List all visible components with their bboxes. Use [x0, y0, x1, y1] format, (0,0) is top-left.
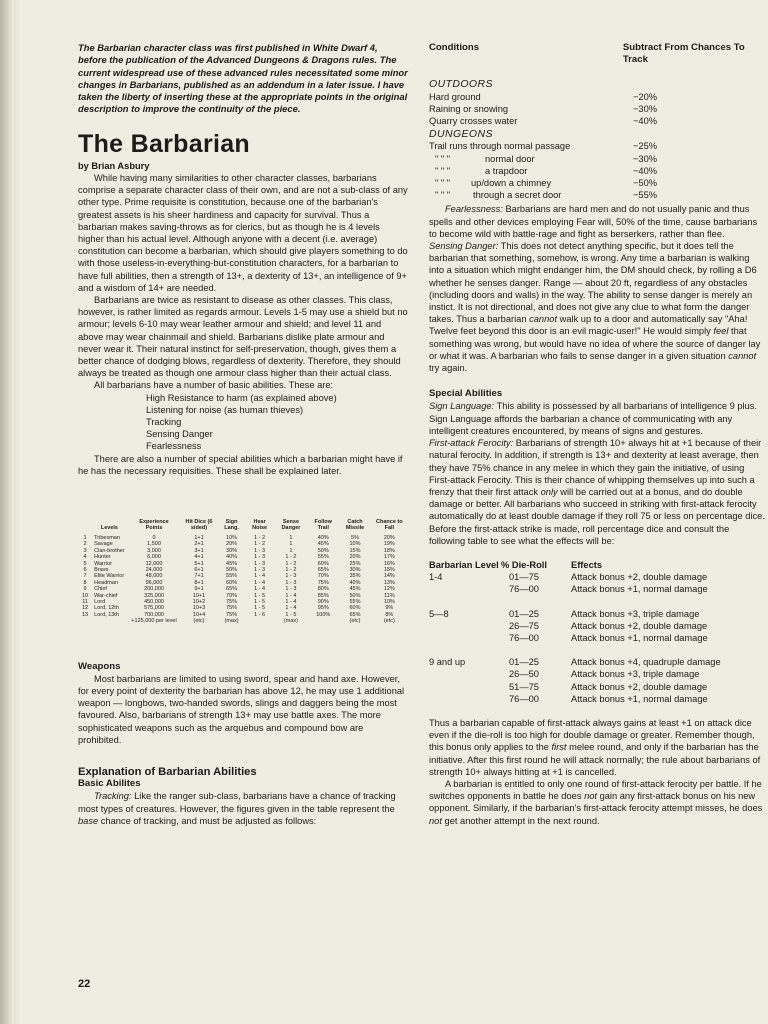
effects-effect-cell: Attack bonus +1, normal damage — [571, 632, 708, 643]
table-cell: 60% — [317, 560, 329, 567]
table-cell: 45% — [226, 560, 238, 567]
table-cell: 10% — [226, 534, 238, 541]
after-emphasis: first — [551, 742, 567, 753]
effects-table-body — [429, 571, 721, 705]
effects-effect-cell: Attack bonus +3, triple damage — [571, 669, 700, 680]
condition-value: −30% — [633, 103, 658, 114]
conditions-header-right: Subtract From Chances To Track — [622, 42, 745, 66]
special-abilities-heading: Special Abilities — [429, 388, 503, 400]
table-row — [429, 693, 721, 705]
table-cell: 50% — [317, 547, 329, 554]
list-item: High Resistance to harm (as explained above) — [146, 392, 337, 403]
condition-label: Trail runs through normal passage — [429, 141, 571, 152]
page-gutter — [14, 0, 22, 1024]
table-cell: 700,000 — [144, 611, 164, 618]
byline: by Brian Asbury — [78, 160, 150, 171]
effects-roll-cell: 76—00 — [509, 584, 539, 595]
table-cell: 1 - 6 — [254, 611, 266, 618]
table-cell: 10 — [82, 592, 89, 599]
ditto-marks: " " " — [435, 165, 451, 176]
level-table-header-cell: Follow Trail — [314, 519, 332, 532]
table-cell: 0 — [152, 534, 156, 541]
table-cell: 65% — [349, 611, 361, 618]
table-cell: 1 - 4 — [254, 586, 266, 593]
table-cell: 65% — [317, 566, 329, 573]
condition-row — [429, 91, 765, 103]
effects-effect-cell: Attack bonus +4, quadruple damage — [571, 657, 721, 668]
condition-value: −40% — [633, 165, 658, 176]
condition-label: Hard ground — [429, 91, 481, 102]
table-cell: Headman — [94, 579, 118, 586]
table-cell: 1 - 2 — [285, 560, 297, 567]
table-cell: 55% — [226, 573, 238, 580]
weapons-heading: Weapons — [78, 660, 121, 672]
condition-row — [429, 153, 765, 165]
table-cell: 12% — [383, 586, 395, 593]
level-table-header-cell: Chance to Fall — [376, 519, 403, 532]
weapons-paragraph: Most barbarians are limited to using sword, spear and hand axe. However, for every point of dexterity the barbarian has above 12, he may use 1 additional weapon — longbows, two-handed swords, slings and daggers being the most favoured. Also, barbarians of strength 13+ may use battle axes. The more sophisticated weapons such as the arquebus and compound bow are prohibited. — [78, 673, 405, 745]
table-cell: 1 — [289, 534, 293, 541]
table-cell: 8+1 — [194, 579, 204, 586]
sensing-text: walk up to a door and automatically say "Aha! Twelve feet beyond this door is an evil magic-user!" He would simply — [429, 314, 748, 337]
table-cell: 75% — [226, 598, 238, 605]
table-cell: 90% — [317, 598, 329, 605]
table-cell: 575,000 — [144, 605, 164, 612]
fearlessness-label: Fearlessness: — [445, 204, 503, 215]
table-cell: 10+2 — [192, 598, 206, 605]
table-cell: 7 — [83, 573, 87, 580]
table-cell: 1+1 — [194, 534, 204, 541]
table-cell: 1 - 3 — [254, 554, 266, 561]
table-row — [429, 632, 721, 644]
effects-header-level: Barbarian Level — [429, 559, 499, 570]
sensing-danger-paragraph — [429, 240, 765, 374]
level-table-header-cell — [80, 519, 92, 535]
effects-roll-cell: 76—00 — [509, 632, 539, 643]
list-item: Fearlessness — [146, 441, 202, 452]
table-cell: (max) — [224, 618, 239, 625]
sensing-text: that something was wrong, but would have no idea of where the source of danger lay or what it was. A barbarian who fails to sense danger in a given situation — [429, 326, 761, 361]
table-cell: Lord, 13th — [94, 611, 119, 618]
tracking-label: Tracking: — [94, 791, 132, 802]
table-cell: (etc) — [349, 618, 361, 625]
table-cell: War-chief — [94, 592, 118, 599]
table-cell: 1 - 3 — [285, 579, 297, 586]
tracking-emphasis: base — [78, 815, 99, 826]
sensing-text: This does not detect anything specific, but it does tell the barbarian that something, somehow, is wrong. Any time a barbarian is walking into a situation which might endanger him, the DM should check, by rolling a D6 whether he senses danger. Range — about 20 ft, regardless of any obstacles (including doors and walls) in the way. The ability to sense danger is merely an instict. It is not directional, and does not give any clue to what form the danger takes. Thus a barbarian — [429, 241, 757, 325]
table-cell: 100% — [316, 611, 331, 618]
table-cell: 12,000 — [145, 560, 163, 567]
level-table-header-cell: Catch Missile — [345, 519, 365, 532]
condition-value: −30% — [633, 153, 658, 164]
list-item: Tracking — [146, 417, 182, 428]
level-table-header-cell: Levels — [100, 525, 118, 532]
table-row — [429, 571, 721, 583]
condition-label — [429, 189, 633, 201]
table-cell: 1 - 3 — [254, 547, 266, 554]
effects-roll-cell: 26—75 — [509, 620, 539, 631]
table-cell: 5 — [83, 560, 87, 567]
effects-effect-cell: Attack bonus +2, double damage — [571, 572, 708, 583]
table-cell: 55% — [349, 598, 361, 605]
condition-text: through a secret door — [473, 190, 562, 201]
sensing-emphasis: cannot — [728, 350, 757, 361]
table-cell: 11 — [82, 598, 88, 605]
table-cell: 20% — [349, 554, 361, 561]
level-table-header-cell: Sign Lang. — [224, 519, 239, 532]
intro-paragraph: The Barbarian character class was first published in White Dwarf 4, before the publication of the Advanced Dungeons & Dragons rules. The current widespread use of these advanced rules necessitated some minor changes in Barbarians, published as an addendum in a later issue. I have taken the liberty of inserting these at the appropriate points in the original description to improve the continuity of the piece. — [78, 42, 408, 115]
page-spine-shadow — [0, 0, 14, 1024]
table-cell: 9+1 — [194, 586, 204, 593]
table-cell: Lord, 12th — [94, 605, 119, 612]
table-cell: Tribesman — [94, 534, 120, 541]
effects-header-roll: % Die-Roll — [501, 559, 547, 570]
table-cell: 200,000 — [144, 586, 164, 593]
table-cell: 15% — [383, 566, 395, 573]
effects-effect-cell: Attack bonus +1, normal damage — [571, 584, 708, 595]
effects-effect-cell: Attack bonus +2, double damage — [571, 681, 708, 692]
after-table-paragraph — [429, 717, 765, 778]
table-cell: 12 — [82, 605, 89, 612]
effects-level-cell — [429, 668, 501, 680]
body-paragraph-4: There are also a number of special abilities which a barbarian might have if he has the necessary requisities. These shall be explained later. — [78, 453, 403, 476]
ditto-marks: " " " — [435, 153, 451, 164]
last-emphasis: not — [429, 815, 442, 826]
level-table-body — [80, 535, 408, 625]
effects-effect-cell: Attack bonus +1, normal damage — [571, 693, 708, 704]
table-cell: 1,500 — [147, 541, 161, 548]
table-cell: 1 - 4 — [285, 605, 297, 612]
level-table — [80, 519, 408, 625]
condition-row — [429, 115, 765, 127]
first-attack-text: will be carried out at a bonus, and do double damage or better. All barbarians who succeed in striking with first-attack ferocity automatically do at least double damage if they roll 75 or less on percentage dice. Before the first-attack strike is made, roll percentage dice and consult the following table to see what the effects will be: — [429, 486, 765, 546]
effects-header-effects: Effects — [571, 559, 603, 570]
table-cell: 6+1 — [194, 566, 204, 573]
table-cell: Savage — [94, 541, 113, 548]
table-cell: 4+1 — [194, 554, 204, 561]
effects-effect-cell: Attack bonus +2, double damage — [571, 620, 708, 631]
table-cell: 1 - 5 — [254, 592, 266, 599]
condition-value: −25% — [633, 141, 658, 152]
table-cell: +125,000 per level — [131, 618, 177, 625]
fearlessness-paragraph — [429, 203, 765, 240]
table-cell: 20% — [226, 541, 238, 548]
table-cell: 2+1 — [194, 541, 204, 548]
table-cell: 11% — [384, 592, 395, 599]
first-attack-paragraph — [429, 437, 765, 547]
table-cell: 1 — [289, 547, 293, 554]
table-cell: 1 - 5 — [285, 611, 297, 618]
dungeon-conditions — [429, 140, 765, 201]
condition-value: −50% — [633, 178, 658, 189]
last-text: A barbarian is entitled to only one round of first-attack ferocity per battle. If he switches opponents in battle he does — [429, 778, 762, 802]
table-cell: Elite Warrior — [94, 573, 125, 580]
last-paragraph — [429, 778, 765, 827]
effects-level-cell: 9 and up — [429, 657, 466, 668]
condition-value: −55% — [633, 190, 658, 201]
ditto-marks: " " " — [435, 190, 451, 201]
table-cell: 1 - 2 — [254, 534, 266, 541]
table-cell: 40% — [226, 554, 238, 561]
table-cell: Brave — [94, 566, 109, 573]
table-cell: 65% — [226, 586, 238, 593]
condition-row — [429, 103, 765, 115]
table-cell: 50% — [226, 566, 238, 573]
condition-row — [429, 140, 765, 152]
condition-label: Quarry crosses water — [429, 116, 518, 127]
condition-value: −20% — [633, 91, 658, 102]
condition-row — [429, 189, 765, 201]
table-cell: 1 - 4 — [285, 598, 297, 605]
condition-text: normal door — [485, 153, 535, 164]
effects-effect-cell: Attack bonus +3, triple damage — [571, 608, 700, 619]
table-cell: 1 - 2 — [285, 554, 297, 561]
sensing-danger-label: Sensing Danger: — [429, 241, 499, 252]
outdoors-label: OUTDOORS — [429, 78, 493, 91]
basic-abilities-heading: Basic Abilites — [78, 778, 141, 790]
table-row — [429, 620, 721, 632]
conditions-header-left: Conditions — [429, 42, 480, 53]
table-cell: 48,000 — [145, 573, 163, 580]
table-cell: 3 — [83, 547, 87, 554]
table-cell: 8% — [385, 611, 394, 618]
table-cell: 75% — [317, 579, 329, 586]
condition-text: a trapdoor — [485, 165, 528, 176]
effects-roll-cell: 76—00 — [509, 693, 539, 704]
table-spacer — [429, 596, 721, 608]
table-cell: 10+4 — [192, 611, 206, 618]
first-attack-emphasis: only — [540, 486, 558, 497]
outdoors-conditions — [429, 91, 765, 128]
sign-language-label: Sign Language: — [429, 401, 495, 412]
table-row — [429, 681, 721, 693]
table-cell: (etc) — [383, 618, 395, 625]
first-attack-label: First-attack Ferocity: — [429, 438, 514, 449]
table-cell: 50% — [349, 592, 361, 599]
sign-language-paragraph — [429, 400, 765, 437]
table-cell: 8 — [83, 579, 87, 586]
table-cell: 2 — [83, 541, 87, 548]
condition-label — [429, 165, 633, 177]
effects-roll-cell: 01—25 — [509, 608, 539, 619]
table-cell: 16% — [383, 560, 395, 567]
table-cell: 6 — [83, 566, 87, 573]
last-text: get another attempt in the next round. — [444, 815, 600, 826]
table-cell: Hunter — [94, 554, 111, 561]
table-cell: 1 - 3 — [254, 566, 266, 573]
table-cell: 7+1 — [194, 573, 204, 580]
table-cell: 3+1 — [194, 547, 204, 554]
right-column — [429, 42, 765, 827]
table-cell: 6,000 — [147, 554, 161, 561]
body-paragraph-2: Barbarians are twice as resistant to disease as other classes. This class, however, is rather limited as regards armour. Levels 1-5 may use a shield but no armour; levels 6-10 may wear leather armour and shield; and level 11 and above may wear chainmail and shield. Barbarians dislike plate armour and never wear it. Their natural instinct for self-preservation, though, gives them a better chance of dodging blows, regardless of dexterity. Therefore, they should always be treated as though one armour class higher than their actual class. — [78, 295, 408, 379]
table-cell: 45% — [349, 586, 361, 593]
body-paragraph-1: While having many similarities to other character classes, barbarians comprise a separate character class of their own, and are not a sub-class of any other type. Prime requisite is constitution, because one of the barbarian's greatest assets is his sheer hardiness and capacity for survival. Thus a barbarian makes saving-throws as for clerics, but as though he is 4 levels higher than his actual level. Although anyone with a decent (i.e. average) constitution can become a barbarian, which should give players something to do with those useless-in-everything-but-constitution characters, for a barbarian to have full abilities, then a strength of 13+, a dexterity of 13+, an intelligence of 9+ and a wisdom of 14+ are needed. — [78, 172, 408, 293]
level-table-header — [80, 519, 408, 535]
table-cell: 20% — [383, 534, 395, 541]
list-item: Listening for noise (as human thieves) — [146, 404, 304, 415]
table-cell: 1 - 5 — [254, 605, 266, 612]
table-cell: 75% — [226, 611, 238, 618]
condition-row — [429, 165, 765, 177]
effects-roll-cell: 51—75 — [509, 681, 539, 692]
after-text: Thus a barbarian capable of first-attack always gains at least +1 on attack dice even if the die-roll is too high for double damage or greater. Remember though, this bonus only applies to the — [429, 717, 755, 753]
table-cell: (etc) — [193, 618, 205, 625]
table-cell: 10+1 — [192, 592, 206, 599]
sign-language-text: This ability is possessed by all barbarians of intelligence 9 plus. Sign Language affords the barbarian a chance of communicating with any intelligent creatures encountered, by means of signs and gestures. — [429, 401, 758, 436]
last-text: gain any first-attack bonus on his new opponent. Similarly, if the barbarian's first-attack ferocity attempt misses, he does — [429, 791, 763, 814]
table-cell: (max) — [283, 618, 298, 625]
table-cell: Lord — [94, 598, 106, 605]
condition-text: up/down a chimney — [471, 178, 552, 189]
condition-label — [429, 177, 633, 189]
table-cell: 1 - 3 — [254, 560, 266, 567]
table-cell: 1 - 5 — [254, 598, 266, 605]
tracking-text-end: chance of tracking, and must be adjusted as follows: — [100, 815, 317, 826]
table-cell: 95% — [317, 605, 329, 612]
table-cell: 325,000 — [144, 592, 164, 599]
table-spacer — [429, 644, 721, 656]
condition-label: Raining or snowing — [429, 103, 509, 114]
table-cell: 9% — [385, 605, 394, 612]
effects-level-cell — [429, 583, 501, 595]
level-table-header-cell: Hit Dice (6 sided) — [185, 519, 213, 532]
effects-table — [429, 559, 721, 705]
effects-level-cell — [429, 620, 501, 632]
level-table-header-cell: Sense Danger — [281, 519, 301, 532]
list-item: Sensing Danger — [146, 429, 213, 440]
table-cell: 1 - 4 — [254, 573, 266, 580]
table-cell: 80% — [317, 586, 329, 593]
sensing-emphasis: cannot — [529, 314, 558, 325]
table-cell: 10% — [383, 598, 395, 605]
table-cell: 1 — [83, 534, 87, 541]
effects-table-header — [429, 559, 721, 571]
tracking-paragraph — [78, 790, 408, 827]
sensing-text: try again. — [429, 363, 468, 374]
table-row — [429, 583, 721, 595]
table-cell: 5+1 — [194, 560, 204, 567]
table-row — [429, 656, 721, 668]
table-row — [429, 608, 721, 620]
sensing-emphasis: feel — [713, 326, 729, 337]
table-cell: 10+3 — [192, 605, 206, 612]
effects-level-cell — [429, 681, 501, 693]
page-number: 22 — [78, 978, 91, 990]
fearlessness-text: Barbarians are hard men and do not usually panic and thus spells and other devices employing Fear will, 50% of the time, cause barbarians to become wild with battle-rage and fight as berserkers, rather than flee. — [429, 204, 758, 239]
effects-level-cell: 1-4 — [429, 572, 443, 583]
table-row — [429, 668, 721, 680]
table-cell: 70% — [317, 573, 329, 580]
table-cell: 13% — [383, 579, 395, 586]
table-cell: 24,000 — [145, 566, 163, 573]
effects-level-cell — [429, 632, 501, 644]
body-paragraph-3: All barbarians have a number of basic abilities. These are: — [94, 380, 334, 391]
table-cell: 19% — [383, 541, 395, 548]
tracking-text: Like the ranger sub-class, barbarians have a chance of tracking most types of creatures. However, the figures given in the table represent the — [78, 791, 396, 814]
basic-abilities-list — [146, 392, 408, 453]
effects-roll-cell: 01—75 — [509, 572, 539, 583]
table-cell: 1 - 4 — [285, 592, 297, 599]
table-cell: 1 - 3 — [285, 573, 297, 580]
table-cell: 30% — [349, 566, 361, 573]
table-cell: 15% — [349, 547, 361, 554]
table-cell: 1 - 2 — [254, 541, 266, 548]
ditto-marks: " " " — [435, 178, 451, 189]
table-cell: 4 — [83, 554, 87, 561]
condition-label — [429, 153, 633, 165]
table-cell: 75% — [226, 605, 238, 612]
table-cell: 85% — [317, 592, 329, 599]
table-cell: 40% — [317, 534, 329, 541]
level-table-header-cell: Hear Noise — [252, 519, 268, 532]
table-cell: 13 — [82, 611, 89, 618]
table-cell: 10% — [349, 541, 361, 548]
table-cell: 70% — [226, 592, 238, 599]
table-cell: 1 - 3 — [285, 586, 297, 593]
table-cell: 3,000 — [147, 547, 161, 554]
table-cell: 5% — [351, 534, 359, 541]
table-cell: 60% — [349, 605, 361, 612]
table-cell: 1 — [289, 541, 293, 548]
table-cell: Chief — [94, 586, 107, 593]
last-emphasis: not — [584, 791, 597, 802]
table-cell: 9 — [83, 586, 87, 593]
condition-row — [429, 177, 765, 189]
table-cell: 18% — [383, 547, 395, 554]
table-cell: 450,000 — [144, 598, 164, 605]
table-cell: 1 - 2 — [285, 566, 297, 573]
table-cell: 96,000 — [145, 579, 163, 586]
effects-level-cell: 5—8 — [429, 608, 449, 619]
effects-level-cell — [429, 693, 501, 705]
explanation-heading: Explanation of Barbarian Abilities — [78, 765, 257, 778]
condition-value: −40% — [633, 116, 658, 127]
first-attack-text: Barbarians of strength 10+ always hit at +1 because of their natural ferocity. In addition, if strength is 13+ and dexterity at least average, then they have 75% chance in any melee in which they gain the initiative, of using First-attack Ferocity. This is their chance of whipping themselves up into such a frenzy that their first attack — [429, 438, 762, 497]
table-cell: 14% — [383, 573, 395, 580]
table-cell: 45% — [317, 541, 329, 548]
table-cell: 40% — [349, 579, 361, 586]
table-cell: Clan-brother — [94, 547, 125, 554]
article-title: The Barbarian — [78, 129, 251, 158]
effects-roll-cell: 26—50 — [509, 669, 539, 680]
table-cell: 25% — [349, 560, 361, 567]
dungeons-label: DUNGEONS — [429, 128, 493, 141]
effects-roll-cell: 01—25 — [509, 657, 539, 668]
table-cell: 17% — [383, 554, 395, 561]
level-table-header-cell: Experience Points — [139, 519, 169, 532]
conditions-header — [429, 42, 765, 66]
after-text: melee round, and only if the barbarian has the initiative. After this first round he will attack normally; the rule about barbarians of strength 10+ always hitting at +1 is cancelled. — [429, 742, 761, 777]
table-cell: Warrior — [94, 560, 112, 567]
table-cell: 60% — [226, 579, 238, 586]
table-cell: 30% — [226, 547, 238, 554]
left-column — [78, 42, 408, 827]
table-cell: 1 - 4 — [254, 579, 266, 586]
table-cell: 35% — [349, 573, 361, 580]
table-cell: 55% — [317, 554, 329, 561]
